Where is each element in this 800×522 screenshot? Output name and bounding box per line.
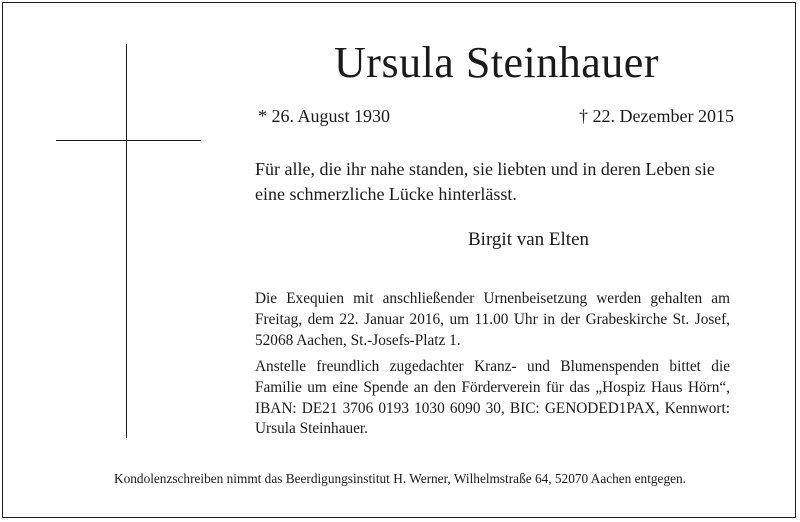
donation-notice: Anstelle freundlich zugedachter Kranz- und Blumenspenden bittet die Familie um eine Spende an den Förderverein für das „Hospiz Haus Hörn“, IBAN: DE21 3706 0193 1030 6090 30, BIC: GENODED1PAX, Kennwort: Ursula Steinhauer. [255, 358, 730, 438]
deceased-name: Ursula Steinhauer [334, 38, 659, 87]
condolence-footer: Kondolenzschreiben nimmt das Beerdigungsinstitut H. Werner, Wilhelmstraße 64, 52070 Aachen entgegen. [114, 471, 686, 486]
signer-name: Birgit van Elten [468, 229, 590, 250]
cross-icon-bar [56, 140, 201, 141]
funeral-notice: Die Exequien mit anschließender Urnenbeisetzung werden gehalten am Freitag, dem 22. Januar 2016, um 11.00 Uhr in der Grabeskirche St. Josef, 52068 Aachen, St.-Josefs-Platz 1. [255, 290, 730, 349]
birth-date: * 26. August 1930 [258, 106, 391, 126]
death-date: † 22. Dezember 2015 [579, 106, 734, 126]
cross-icon [126, 44, 127, 438]
mourning-text: Für alle, die ihr nahe standen, sie liebten und in deren Leben sie eine schmerzliche Lücke hinterlässt. [255, 159, 715, 204]
